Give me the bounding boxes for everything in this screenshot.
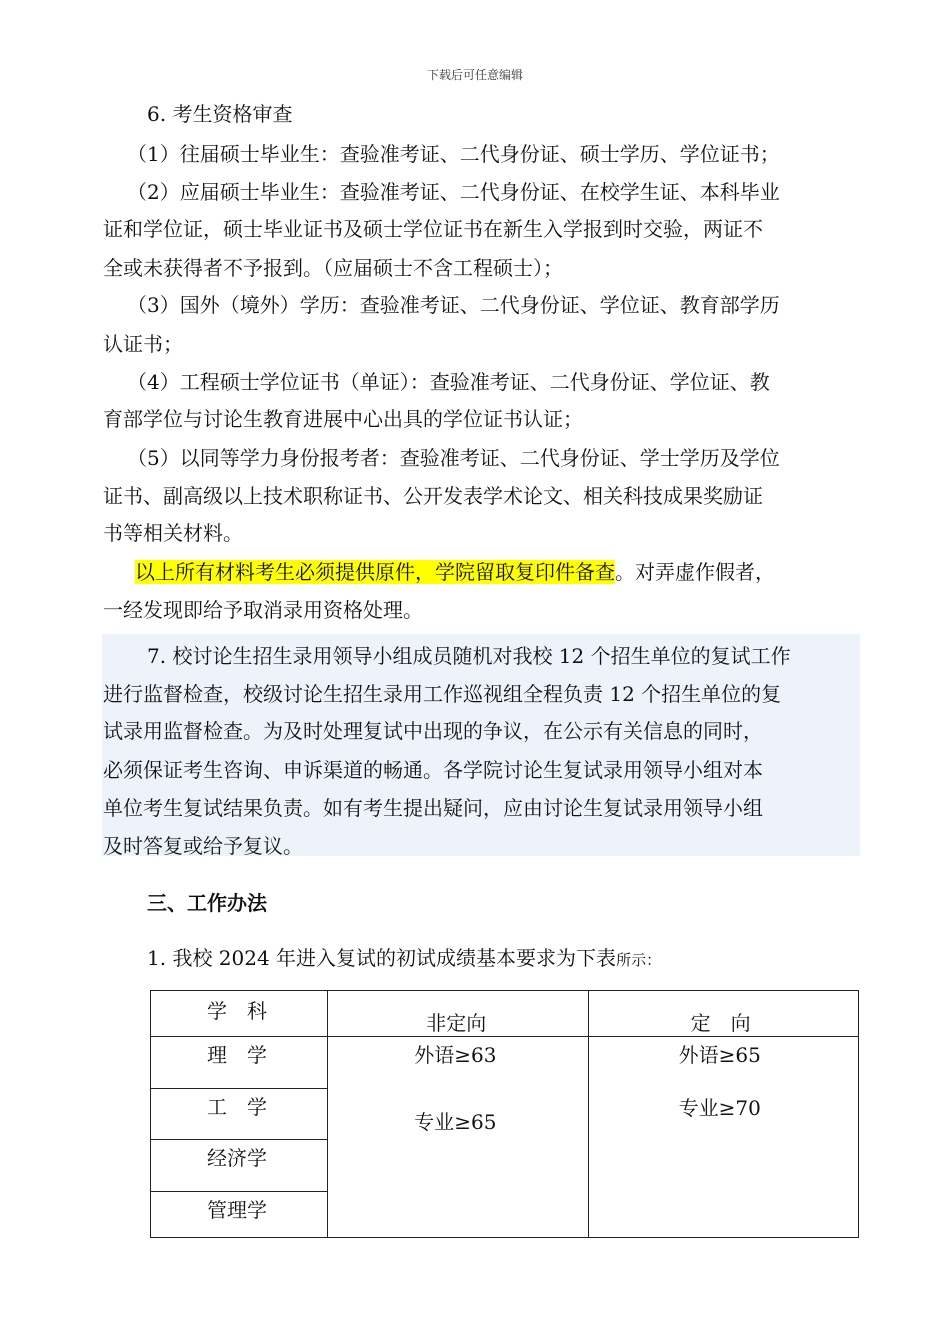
section6-line: 育部学位与讨论生教育进展中心出具的学位证书认证； (103, 407, 583, 431)
section6-last-line: 一经发现即给予取消录用资格处理。 (103, 598, 423, 622)
item1-text: 1. 我校 2024 年进入复试的初试成绩基本要求为下表 (147, 946, 617, 970)
section6-line: （2）应届硕士毕业生：查验准考证、二代身份证、在校学生证、本科毕业 (127, 180, 780, 204)
section6-highlight-line (135, 559, 775, 585)
section7-line: 试录用监督检查。为及时处理复试中出现的争议，在公示有关信息的同时， (103, 719, 763, 743)
highlight-tail: 。对弄虚作假者， (615, 560, 775, 584)
section6-line: 证书、副高级以上技术职称证书、公开发表学术论文、相关科技成果奖励证 (103, 484, 763, 508)
section6-heading: 6. 考生资格审查 (147, 102, 293, 126)
section3-item1 (147, 945, 661, 973)
table-header-non-directed: 非定向 (328, 991, 588, 1037)
page-header-note: 下载后可任意编辑 (426, 68, 523, 82)
score-requirements-table (150, 990, 859, 1238)
highlighted-text: 以上所有材料考生必须提供原件，学院留取复印件备查 (135, 560, 615, 584)
section7-line: 单位考生复试结果负责。如有考生提出疑问，应由讨论生复试录用领导小组 (103, 796, 763, 820)
table-header-directed: 定 向 (588, 991, 858, 1037)
section6-line: 全或未获得者不予报到。（应届硕士不含工程硕士）； (103, 256, 563, 280)
section7-line: 必须保证考生咨询、申诉渠道的畅通。各学院讨论生复试录用领导小组对本 (103, 758, 763, 782)
section7-line: 及时答复或给予复议。 (103, 834, 303, 858)
section6-line: 书等相关材料。 (103, 521, 243, 545)
section6-line: （1）往届硕士毕业生：查验准考证、二代身份证、硕士学历、学位证书； (127, 142, 780, 166)
section7-line: 进行监督检查，校级讨论生招生录用工作巡视组全程负责 12 个招生单位的复 (103, 682, 782, 706)
table-row-subject: 理 学 (151, 1037, 328, 1089)
section6-line: 证和学位证，硕士毕业证书及硕士学位证书在新生入学报到时交验，两证不 (103, 217, 763, 241)
table-row-subject: 经济学 (151, 1140, 328, 1192)
section6-line: 认证书； (103, 332, 183, 356)
table-header-subject: 学 科 (151, 991, 328, 1037)
directed-scores-cell: 外语≥65 专业≥70 (588, 1037, 858, 1238)
item1-small-text: 所示： (616, 951, 662, 969)
section6-line: （3）国外（境外）学历：查验准考证、二代身份证、学位证、教育部学历 (127, 293, 780, 317)
table-row-subject: 管理学 (151, 1192, 328, 1238)
non-directed-scores-cell: 外语≥63 专业≥65 (328, 1037, 588, 1238)
section6-line: （5）以同等学力身份报考者：查验准考证、二代身份证、学士学历及学位 (127, 446, 780, 470)
section3-heading: 三、工作办法 (147, 891, 267, 915)
section7-line: 7. 校讨论生招生录用领导小组成员随机对我校 12 个招生单位的复试工作 (147, 644, 791, 668)
section6-line: （4）工程硕士学位证书（单证）：查验准考证、二代身份证、学位证、教 (127, 370, 770, 394)
table-row-subject: 工 学 (151, 1089, 328, 1140)
